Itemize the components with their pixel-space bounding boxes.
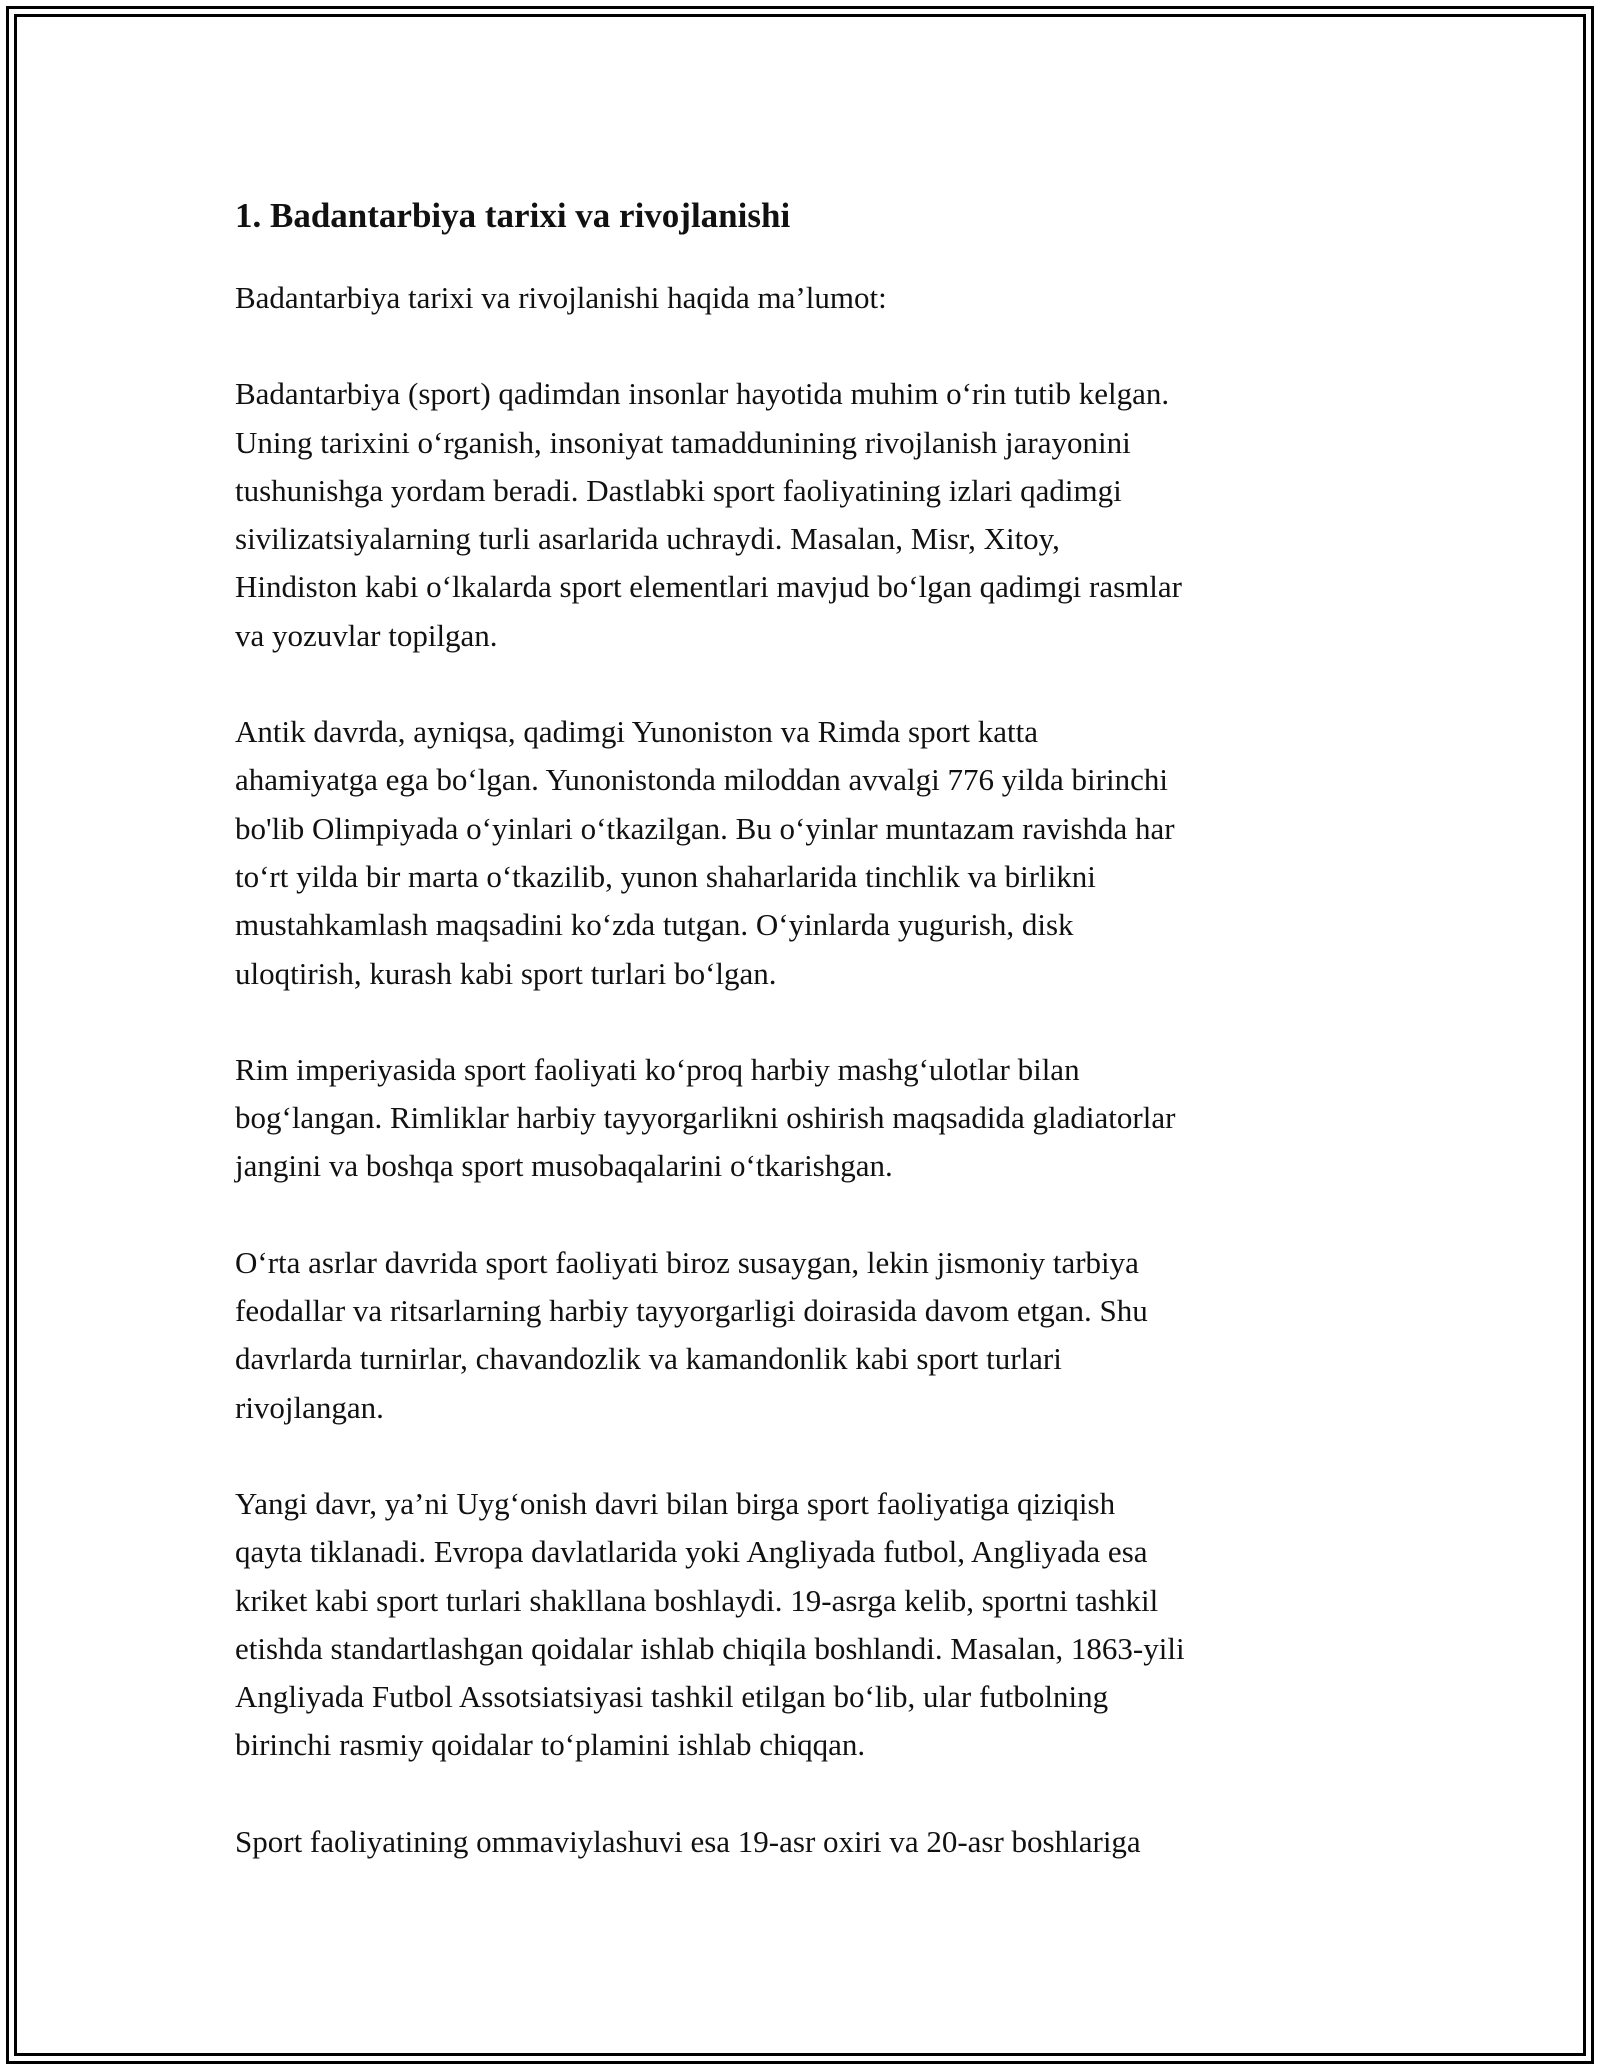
paragraph-roman-empire: Rim imperiyasida sport faoliyati ko‘proq harbiy mashg‘ulotlar bilan bog‘langan. Rimliklar harbiy tayyorgarlikni oshirish maqsadida gladiatorlar jangini va boshqa sport musobaqalarini o‘tkarishgan. bbox=[235, 1051, 1176, 1184]
intro-paragraph: Badantarbiya tarixi va rivojlanishi haqida ma’lumot: bbox=[235, 280, 887, 315]
paragraph-antiquity: Antik davrda, ayniqsa, qadimgi Yunoniston va Rimda sport katta ahamiyatga ega bo‘lgan. Yunonistonda miloddan avvalgi 776 yilda birinchi bo'lib Olimpiyada o‘yinlari o‘tkazilgan. Bu o‘yinlar muntazam ravishda har to‘rt yilda bir marta o‘tkazilib, yunon shaharlarida tinchlik va birlikni mustahkamlash maqsadini ko‘zda tutgan. O‘yinlarda yugurish, disk uloqtirish, kurash kabi sport turlari bo‘lgan. bbox=[235, 714, 1175, 991]
section-heading: 1. Badantarbiya tarixi va rivojlanishi bbox=[235, 196, 791, 235]
document-body bbox=[235, 188, 1365, 1914]
paragraph-ancient-origins: Badantarbiya (sport) qadimdan insonlar hayotida muhim o‘rin tutib kelgan. Uning tarixini o‘rganish, insoniyat tamaddunining rivojlanish jarayonini tushunishga yordam beradi. Dastlabki sport faoliyatining izlari qadimgi sivilizatsiyalarning turli asarlarida uchraydi. Masalan, Misr, Xitoy, Hindiston kabi o‘lkalarda sport elementlari mavjud bo‘lgan qadimgi rasmlar va yozuvlar topilgan. bbox=[235, 376, 1182, 653]
paragraph-renaissance: Yangi davr, ya’ni Uyg‘onish davri bilan birga sport faoliyatiga qiziqish qayta tiklanadi. Evropa davlatlarida yoki Angliyada futbol, Angliyada esa kriket kabi sport turlari shakllana boshlaydi. 19-asrga kelib, sportni tashkil etishda standartlashgan qoidalar ishlab chiqila boshlandi. Masalan, 1863-yili Angliyada Futbol Assotsiatsiyasi tashkil etilgan bo‘lib, ular futbolning birinchi rasmiy qoidalar to‘plamini ishlab chiqqan. bbox=[235, 1485, 1185, 1763]
paragraph-popularization: Sport faoliyatining ommaviylashuvi esa 19-asr oxiri va 20-asr boshlariga bbox=[235, 1823, 1141, 1859]
paragraph-middle-ages: O‘rta asrlar davrida sport faoliyati biroz susaygan, lekin jismoniy tarbiya feodallar va ritsarlarning harbiy tayyorgarligi doirasida davom etgan. Shu davrlarda turnirlar, chavandozlik va kamandonlik kabi sport turlari rivojlangan. bbox=[235, 1244, 1148, 1425]
